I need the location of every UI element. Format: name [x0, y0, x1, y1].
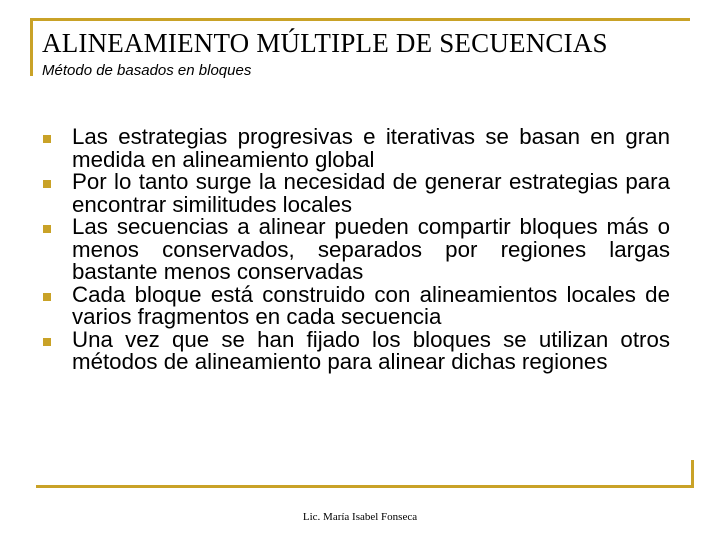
- bullet-item: [40, 281, 670, 329]
- slide-title: ALINEAMIENTO MÚLTIPLE DE SECUENCIAS: [42, 28, 608, 58]
- bullet-list: [40, 126, 670, 374]
- bottom-accent-vertical-bar: [691, 460, 694, 488]
- bullet-text: Las estrategias progresivas e iterativas se basan en gran medida en alineamiento global: [72, 124, 670, 172]
- square-bullet-icon: [43, 180, 51, 188]
- bullet-item: [40, 171, 670, 216]
- slide-subtitle: Método de basados en bloques: [42, 62, 252, 79]
- footer-author: Lic. María Isabel Fonseca: [302, 511, 418, 523]
- bullet-text: Las secuencias a alinear pueden compartir bloques más o menos conservados, separados por regiones largas bastante menos conservadas: [72, 214, 670, 284]
- bullet-item: [40, 126, 670, 171]
- top-accent-vertical-bar: [30, 18, 33, 76]
- square-bullet-icon: [43, 225, 51, 233]
- square-bullet-icon: [43, 135, 51, 143]
- bullet-text: Cada bloque está construido con alineamientos locales de varios fragmentos en cada secuencia: [72, 281, 670, 329]
- square-bullet-icon: [43, 338, 51, 346]
- bullet-item: [40, 326, 670, 374]
- bottom-accent-horizontal-bar: [36, 485, 694, 488]
- top-accent-horizontal-bar: [30, 18, 690, 21]
- bullet-item: [40, 216, 670, 284]
- square-bullet-icon: [43, 293, 51, 301]
- bullet-text: Una vez que se han fijado los bloques se utilizan otros métodos de alineamiento para alinear dichas regiones: [72, 326, 670, 374]
- bullet-text: Por lo tanto surge la necesidad de generar estrategias para encontrar similitudes locales: [72, 169, 670, 217]
